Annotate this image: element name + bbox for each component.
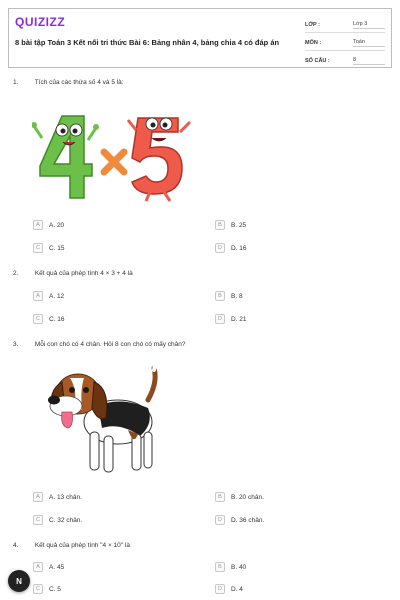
option-letter: A: [33, 562, 43, 572]
q1-option-d[interactable]: [215, 243, 247, 253]
question-text: Kết quả của phép tính "4 × 10" là: [34, 542, 130, 549]
option-text: D. 16: [231, 244, 247, 252]
q2-option-d[interactable]: [215, 314, 247, 324]
option-text: D. 4: [231, 585, 243, 593]
option-text: A. 12: [49, 292, 65, 300]
q2-option-c[interactable]: [33, 314, 65, 324]
option-letter: B: [215, 291, 225, 301]
option-text: B. 20 chân.: [231, 493, 264, 501]
option-text: A. 45: [49, 563, 65, 571]
question-text: Kết quả của phép tính 4 × 3 + 4 là: [34, 270, 133, 277]
meta-subject-key: MÔN :: [305, 39, 322, 46]
green-four-character-icon: [32, 116, 99, 198]
q4-option-c[interactable]: [33, 584, 61, 594]
option-letter: C: [33, 314, 43, 324]
question-number: 1.: [13, 79, 19, 86]
q1-option-c[interactable]: [33, 243, 65, 253]
option-text: B. 25: [231, 221, 247, 229]
quizizz-logo[interactable]: QUIZIZZ: [15, 15, 66, 29]
question-1: [13, 79, 124, 86]
meta-count-key: SỐ CÂU :: [305, 58, 330, 64]
option-text: A. 13 chân.: [49, 493, 82, 501]
q4-option-a[interactable]: [33, 562, 64, 572]
option-text: B. 40: [231, 563, 247, 571]
option-letter: A: [33, 220, 43, 230]
question-4: [13, 542, 130, 549]
q3-option-b[interactable]: [215, 492, 264, 502]
option-text: A. 20: [49, 221, 65, 229]
floating-n-button[interactable]: N: [8, 570, 30, 592]
option-text: C. 5: [49, 585, 61, 593]
worksheet-title: 8 bài tập Toán 3 Kết nối tri thức Bài 6: Bảng nhân 4, bảng chia 4 có đáp án: [15, 38, 280, 47]
red-five-character-icon: [128, 118, 190, 201]
q3-option-a[interactable]: [33, 492, 82, 502]
q4-option-b[interactable]: [215, 562, 246, 572]
q2-option-a[interactable]: [33, 291, 64, 301]
option-text: B. 8: [231, 292, 243, 300]
option-letter: A: [33, 492, 43, 502]
option-text: D. 36 chân.: [231, 516, 265, 524]
option-letter: B: [215, 220, 225, 230]
option-letter: A: [33, 291, 43, 301]
q4-option-d[interactable]: [215, 584, 243, 594]
dog-icon: [48, 362, 155, 472]
question-text: Mỗi con chó có 4 chân. Hỏi 8 con chó có mấy chân?: [34, 341, 186, 348]
option-letter: C: [33, 584, 43, 594]
meta-grade: [305, 17, 385, 33]
question-number: 3.: [13, 341, 19, 348]
q1-option-b[interactable]: [215, 220, 246, 230]
option-letter: C: [33, 515, 43, 525]
option-text: C. 32 chân.: [49, 516, 83, 524]
option-text: C. 16: [49, 315, 65, 323]
worksheet-meta: [305, 17, 385, 71]
q1-option-a[interactable]: [33, 220, 64, 230]
question-2: [13, 270, 133, 277]
meta-grade-value: Lớp 3: [353, 21, 385, 29]
question-number: 2.: [13, 270, 19, 277]
beagle-dog-illustration: [36, 360, 166, 482]
meta-count: [305, 53, 385, 69]
q3-option-d[interactable]: [215, 515, 264, 525]
option-letter: D: [215, 515, 225, 525]
q2-option-b[interactable]: [215, 291, 243, 301]
q3-option-c[interactable]: [33, 515, 82, 525]
question-3: [13, 341, 185, 348]
meta-subject: [305, 35, 385, 51]
meta-grade-key: LỚP :: [305, 21, 320, 28]
times-sign-icon: [104, 152, 124, 172]
option-text: C. 15: [49, 244, 65, 252]
option-letter: B: [215, 562, 225, 572]
meta-count-value: 8: [353, 57, 385, 65]
option-letter: C: [33, 243, 43, 253]
option-letter: D: [215, 243, 225, 253]
option-text: D. 21: [231, 315, 247, 323]
option-letter: D: [215, 584, 225, 594]
question-text: Tích của các thừa số 4 và 5 là:: [34, 79, 124, 86]
worksheet-header: [8, 8, 392, 68]
meta-subject-value: Toán: [353, 39, 385, 47]
option-letter: B: [215, 492, 225, 502]
four-times-five-illustration: [32, 108, 197, 203]
question-number: 4.: [13, 542, 19, 549]
option-letter: D: [215, 314, 225, 324]
